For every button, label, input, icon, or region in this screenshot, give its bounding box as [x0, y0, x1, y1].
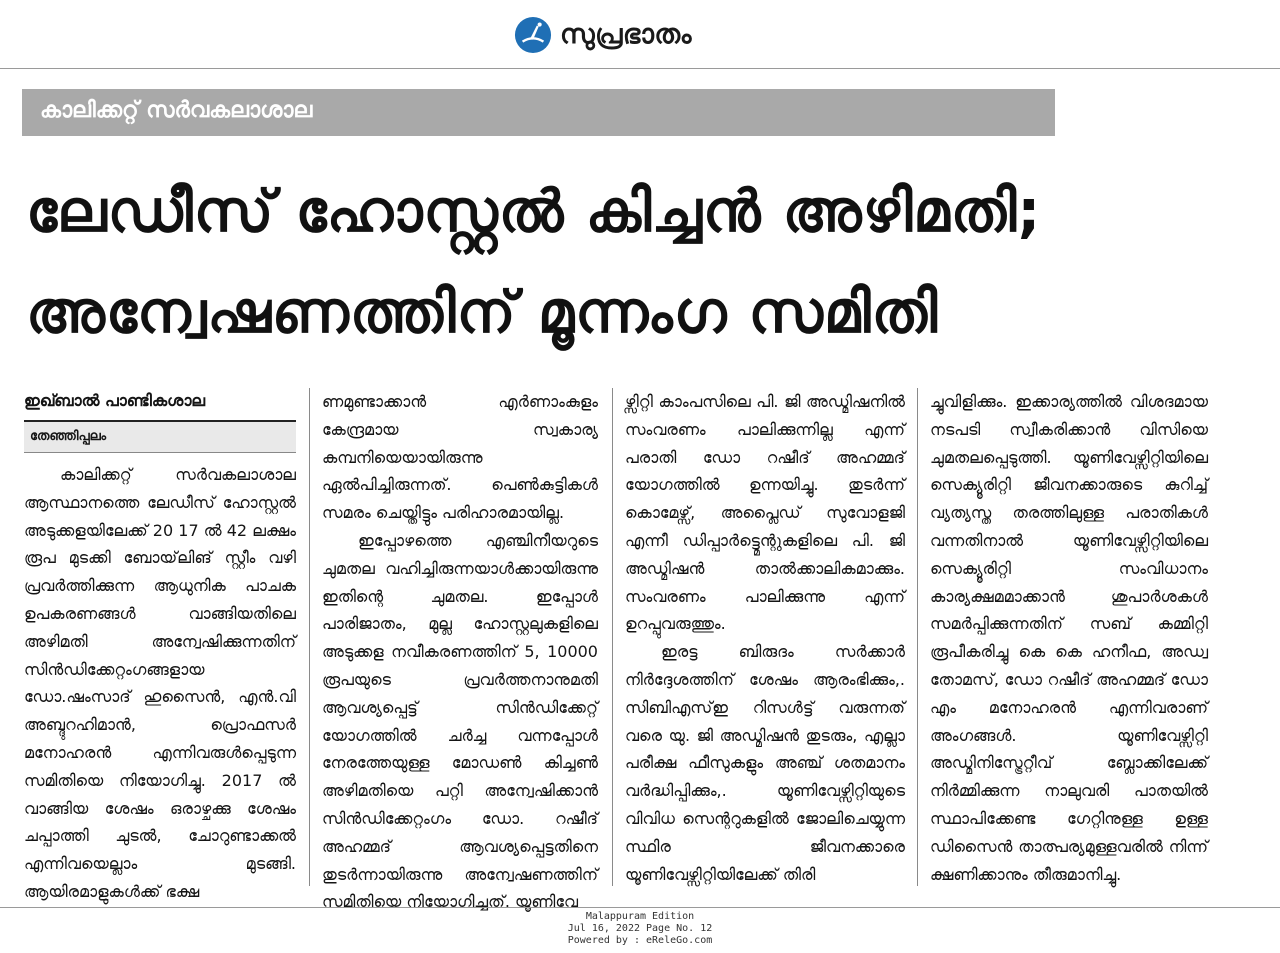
section-label: കാലിക്കറ്റ് സർവകലാശാല	[40, 98, 313, 123]
article-paragraph: ച്ചുവിളിക്കും. ഇക്കാര്യത്തിൽ വിശദമായ നടപടി സ്വീകരിക്കാൻ വിസിയെ ചുമതലപ്പെടുത്തി. യൂണിവേഴ്സിറ്റിയിലെ സെക്യൂരിറ്റി ജീവനക്കാരുടെ കുറിച്ച് വ്യത്യസ്ത തരത്തിലുള്ള പരാതികൾ വന്നതിനാൽ യൂണിവേഴ്സിറ്റിയിലെ സെക്യൂരിറ്റി സംവിധാനം കാര്യക്ഷമമാക്കാൻ ശുപാർശകൾ സമർപ്പിക്കുന്നതിന് സബ് കമ്മിറ്റി രൂപീകരിച്ചു കെ കെ ഹനീഫ, അഡ്വ തോമസ്, ഡോ റഷീദ് അഹമ്മദ് ഡോ എം മനോഹരൻ എന്നിവരാണ് അംഗങ്ങൾ. യൂണിവേഴ്സിറ്റി അഡ്മിനിസ്ട്രേറ്റീവ് ബ്ലോക്കിലേക്ക് നിർമ്മിക്കുന്ന നാലുവരി പാതയിൽ സ്ഥാപിക്കേണ്ട ഗേറ്റിനുള്ള ഉള്ള ഡിസൈൻ താത്പര്യമുള്ളവരിൽ നിന്ന് ക്ഷണിക്കാനും തീരുമാനിച്ചു.	[930, 392, 1208, 884]
column-divider	[917, 388, 918, 886]
article-paragraph: കാലിക്കറ്റ് സർവകലാശാല ആസ്ഥാനത്തെ ലേഡീസ് ഹോസ്റ്റൽ അടുക്കളയിലേക്ക് 20 17 ൽ 42 ലക്ഷം രൂപ മുടക്കി ബോയ്‌ലിങ് സ്റ്റീം വഴി പ്രവർത്തിക്കുന്ന ആധുനിക പാചക ഉപകരണങ്ങൾ വാങ്ങിയതിലെ അഴിമതി അന്വേഷിക്കുന്നതിന് സിൻഡിക്കേറ്റംഗങ്ങളായ ഡോ.ഷംസാദ് ഹുസൈൻ, എൻ.വി അബ്ദുറഹിമാൻ, പ്രൊഫസർ മനോഹരൻ എന്നിവരുൾപ്പെടുന്ന സമിതിയെ നിയോഗിച്ചു. 2017 ൽ വാങ്ങിയ ശേഷം ഒരാഴ്ചക്കു ശേഷം ചപ്പാത്തി ചുടൽ, ചോറുണ്ടാക്കൽ എന്നിവയെല്ലാം മുടങ്ങി. ആയിരമാളുകൾക്ക് ഭക്ഷ	[24, 465, 296, 901]
column-divider	[309, 388, 310, 886]
article-column-1	[24, 388, 296, 906]
footer-divider	[0, 907, 1280, 908]
article-paragraph: ഇപ്പോഴത്തെ എഞ്ചിനീയറുടെ ചുമതല വഹിച്ചിരുന്നയാൾക്കായിരുന്നു ഇതിന്റെ ചുമതല. ഇപ്പോൾ പാരിജാതം, മുല്ല ഹോസ്റ്റലുകളിലെ അടുക്കള നവീകരണത്തിന് 5, 10000 രൂപയുടെ പ്രവർത്തനാനുമതി ആവശ്യപ്പെട്ട് സിൻഡിക്കേറ്റ് യോഗത്തിൽ ചർച്ച വന്നപ്പോൾ നേരത്തേയുള്ള മോഡൺ കിച്ചൺ അഴിമതിയെ പറ്റി അന്വേഷിക്കാൻ സിൻഡിക്കേറ്റംഗം ഡോ. റഷീദ് അഹമ്മദ് ആവശ്യപ്പെട്ടതിനെ തുടർന്നായിരുന്നു അന്വേഷണത്തിന് സമിതിയെ നിയോഗിച്ചത്. യൂണിവേ	[322, 530, 598, 912]
newspaper-title: സുപ്രഭാതം	[560, 19, 692, 50]
article-column-3	[625, 388, 905, 888]
byline: ഇഖ്ബാൽ പാണ്ടികശാല	[24, 391, 206, 410]
masthead	[0, 0, 1280, 69]
column-divider	[612, 388, 613, 886]
article-paragraph: ണമുണ്ടാക്കാൻ എർണാംകുളം കേന്ദ്രമായ സ്വകാര്യ കമ്പനിയെയായിരുന്നു ഏൽപിച്ചിരുന്നത്. പെൺകുട്ടികൾ സമരം ചെയ്തിട്ടും പരിഹാരമായില്ല.	[322, 392, 598, 523]
page-footer	[0, 911, 1280, 947]
section-bar	[22, 89, 1055, 136]
edition-name: Malappuram Edition	[585, 911, 695, 922]
article-paragraph: ഴ്സിറ്റി കാംപസിലെ പി. ജി അഡ്മിഷനിൽ സംവരണം പാലിക്കുന്നില്ല എന്ന് പരാതി ഡോ റഷീദ് അഹമ്മദ് യോഗത്തിൽ ഉന്നയിച്ചു. തുടർന്ന് കൊമേഴ്സ്, അപ്ലൈഡ് സുവോളജി എന്നീ ഡിപ്പാർട്ട്മെന്റുകളിലെ പി. ജി അഡ്മിഷൻ താൽക്കാലികമാക്കും. സംവരണം പാലിക്കുന്നു എന്ന് ഉറപ്പുവരുത്തും.	[625, 392, 905, 634]
headline-line-2: അന്വേഷണത്തിന് മൂന്നംഗ സമിതി	[26, 278, 939, 346]
headline-line-1: ലേഡീസ് ഹോസ്റ്റൽ കിച്ചൻ അഴിമതി;	[26, 177, 1042, 245]
article-paragraph: ഇരട്ട ബിരുദം സർക്കാർ നിർദ്ദേശത്തിന് ശേഷം ആരംഭിക്കും,. സിബിഎസ്ഇ റിസൾട്ട് വരുന്നത് വരെ യു. ജി അഡ്മിഷൻ തുടരും, എല്ലാ പരീക്ഷ ഫീസുകളും അഞ്ച് ശതമാനം വർദ്ധിപ്പിക്കും,. യൂണിവേഴ്സിറ്റിയുടെ വിവിധ സെന്ററുകളിൽ ജോലിചെയ്യുന്ന സ്ഥിര ജീവനക്കാരെ യൂണിവേഴ്സിറ്റിയിലേക്ക് തിരി	[625, 642, 905, 884]
article-column-2	[322, 388, 598, 916]
dateline: തേഞ്ഞിപ്പലം	[24, 420, 296, 453]
newspaper-logo[interactable]	[514, 14, 692, 56]
edition-date-page: Jul 16, 2022 Page No. 12	[567, 923, 713, 934]
powered-by-link[interactable]: Powered by : eReleGo.com	[567, 935, 713, 946]
newspaper-logo-icon	[514, 16, 552, 54]
article-column-4	[930, 388, 1208, 888]
